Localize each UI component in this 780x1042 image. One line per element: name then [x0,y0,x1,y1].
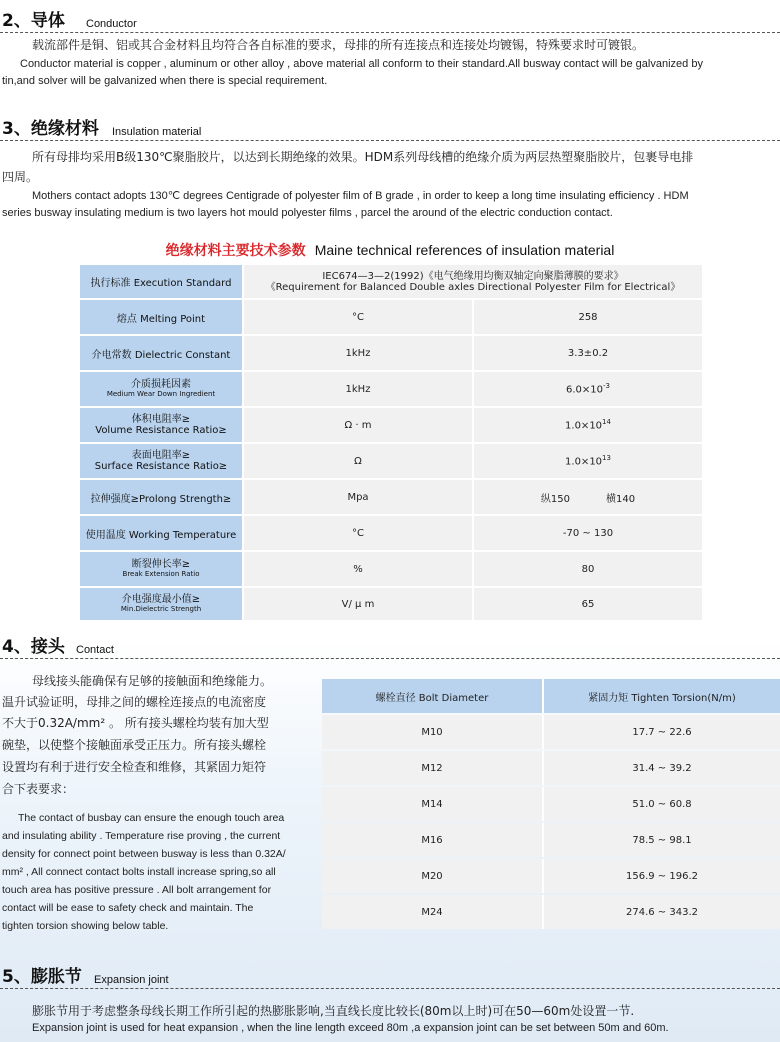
table-row [80,480,702,514]
table-title-cn: 绝缘材料主要技术参数 [165,243,306,259]
bolt-diameter: M14 [322,787,544,821]
heading-english: Contact [76,644,114,656]
bolt-diameter: M10 [322,715,544,749]
table-row [80,265,702,298]
row-label-cn: 表面电阻率≥ [131,450,191,461]
paragraph-cn-1: 所有母排均采用B级130℃聚脂胶片，以达到长期绝缘的效果。HDM系列母线槽的绝缘介质为两层热塑聚脂胶片，包裹导电排 [32,150,694,164]
section-heading [0,6,780,33]
section-heading [0,962,780,989]
joint-cn-line: 母线接头能确保有足够的接触面和绝缘能力。 [32,674,273,688]
row-label: 使用温度 Working Temperature [80,516,242,550]
row-unit: Ω · m [244,408,472,442]
row-value: -70 ~ 130 [474,516,702,550]
row-unit: Ω [244,444,472,478]
row-label-en: Volume Resistance Ratio≥ [95,425,227,436]
heading-english: Insulation material [112,126,202,138]
table-row [80,300,702,334]
bolt-torsion: 156.9 ~ 196.2 [544,859,780,893]
row-unit: 1kHz [244,336,472,370]
row-value: 3.3±0.2 [474,336,702,370]
section-heading [0,114,780,141]
table-row [322,823,780,857]
row-label-cn: 体积电阻率≥ [131,414,191,425]
joint-en-line: touch area has positive pressure . All bolt arrangement for [2,884,272,896]
row-value [474,480,702,514]
table-row [322,715,780,749]
heading-number: 3、绝缘材料 [2,119,99,139]
row-label-en: Surface Resistance Ratio≥ [94,461,228,472]
table-row [322,859,780,893]
joint-cn-line: 合下表要求： [2,782,75,796]
row-label [80,552,242,586]
standard-value-line-2: 《Requirement for Balanced Double axles Directional Polyester Film for Electrical》 [265,281,681,293]
row-value: 80 [474,552,702,586]
bolt-diameter: M20 [322,859,544,893]
heading-number: 2、导体 [2,11,65,31]
paragraph-en: Expansion joint is used for heat expansion , when the line length exceed 80m ,a expansion joint can be set between 50m and 60m. [32,1022,669,1034]
paragraph-cn: 膨胀节用于考虑整条母线长期工作所引起的热膨胀影响,当直线长度比较长(80m以上时)可在50—60m处设置一节. [32,1004,635,1018]
bolt-diameter: M24 [322,895,544,929]
row-value [474,444,702,478]
table-title-en: Maine technical references of insulation material [314,242,615,258]
row-unit: °C [244,516,472,550]
paragraph-cn-2: 四周。 [2,170,39,184]
table-row [80,444,702,478]
bolt-torsion: 274.6 ~ 343.2 [544,895,780,929]
joint-en-line: density for connect point between busway is less than 0.32A/ [2,848,286,860]
paragraph-en-1: Conductor material is copper , aluminum or other alloy , above material all conform to their standard.All busway contact will be galvanized by [20,58,703,70]
row-label [80,372,242,406]
paragraph-en-2: tin,and solver will be galvanized when there is special requirement. [2,75,328,87]
heading-number: 5、膨胀节 [2,967,82,987]
row-label-en: Medium Wear Down Ingredient [106,390,216,398]
joint-en-line: and insulating ability . Temperature rise proving , the current [2,830,281,842]
row-label-cn: 断裂伸长率≥ [131,559,191,570]
row-label: 拉伸强度≥Prolong Strength≥ [80,480,242,514]
row-label: 执行标准 Execution Standard [80,265,242,298]
bolt-diameter: M16 [322,823,544,857]
heading-number: 4、接头 [2,637,65,657]
row-unit: Mpa [244,480,472,514]
heading-english: Expansion joint [94,974,169,986]
col-header-torsion: 紧固力矩 Tighten Torsion(N/m) [544,679,780,713]
row-value: 258 [474,300,702,334]
row-label [80,444,242,478]
table-row [322,895,780,929]
bolt-torsion: 31.4 ~ 39.2 [544,751,780,785]
joint-cn-line: 温升试验证明，母排之间的螺栓连接点的电流密度 [2,695,267,709]
bolt-torque-table [322,677,780,931]
row-label [80,588,242,620]
value-exponent: 14 [602,418,611,427]
row-unit: 1kHz [244,372,472,406]
joint-en-line: mm² , All connect contact bolts install increase spring,so all [2,866,276,878]
row-unit: °C [244,300,472,334]
row-label [80,408,242,442]
value-base: 1.0×10 [565,420,603,432]
value-base: 1.0×10 [565,456,603,468]
joint-cn-line: 碗垫，以使整个接触面承受正压力。所有接头螺栓 [2,738,267,752]
joint-en-line: The contact of busbay can ensure the enough touch area [18,812,285,824]
bolt-torsion: 17.7 ~ 22.6 [544,715,780,749]
standard-value [244,265,702,298]
heading-english: Conductor [86,18,137,30]
joint-en-line: tighten torsion showing below table. [2,920,169,932]
table-row [80,588,702,620]
table-row [80,516,702,550]
table-title [0,240,780,260]
section-heading [0,632,780,659]
row-label: 介电常数 Dielectric Constant [80,336,242,370]
table-row [80,372,702,406]
value-longitudinal: 纵150 [540,493,570,505]
table-row [322,787,780,821]
joint-en-line: contact will be ease to safety check and maintain. The [2,902,254,914]
row-label-en: Break Extension Ratio [122,570,200,578]
row-label-cn: 介电强度最小值≥ [121,594,201,605]
row-label-en: Min.Dielectric Strength [120,605,202,613]
table-row [322,751,780,785]
value-base: 6.0×10 [566,384,604,396]
table-row [80,408,702,442]
joint-cn-line: 设置均有利于进行安全检查和维修，其紧固力矩符 [2,760,267,774]
table-row [80,336,702,370]
row-unit: % [244,552,472,586]
bolt-torsion: 78.5 ~ 98.1 [544,823,780,857]
row-label-cn: 介质损耗因素 [131,379,191,390]
row-unit: V/ μ m [244,588,472,620]
row-label: 熔点 Melting Point [80,300,242,334]
standard-value-line-1: IEC674—3—2(1992)《电气绝缘用均衡双轴定向聚脂薄膜的要求》 [322,270,624,282]
value-transverse: 横140 [606,493,636,505]
value-exponent: -3 [603,382,610,391]
insulation-table [78,263,704,622]
joint-cn-line: 不大于0.32A/mm² 。 所有接头螺栓均装有加大型 [2,716,269,730]
table-row [80,552,702,586]
row-value: 65 [474,588,702,620]
row-value [474,408,702,442]
value-exponent: 13 [602,454,611,463]
paragraph-cn: 载流部件是铜、铝或其合金材料且均符合各自标准的要求，母排的所有连接点和连接处均镀锡，特殊要求时可镀银。 [32,38,645,52]
bolt-torsion: 51.0 ~ 60.8 [544,787,780,821]
bolt-diameter: M12 [322,751,544,785]
row-value [474,372,702,406]
paragraph-en-2: series busway insulating medium is two layers hot mould polyester films , parcel the around of the electric conduction contact. [2,207,613,219]
table-header-row [322,679,780,713]
col-header-bolt-diameter: 螺栓直径 Bolt Diameter [322,679,544,713]
paragraph-en-1: Mothers contact adopts 130℃ degrees Centigrade of polyester film of B grade , in order to keep a long time insulating efficiency . HDM [32,190,689,202]
